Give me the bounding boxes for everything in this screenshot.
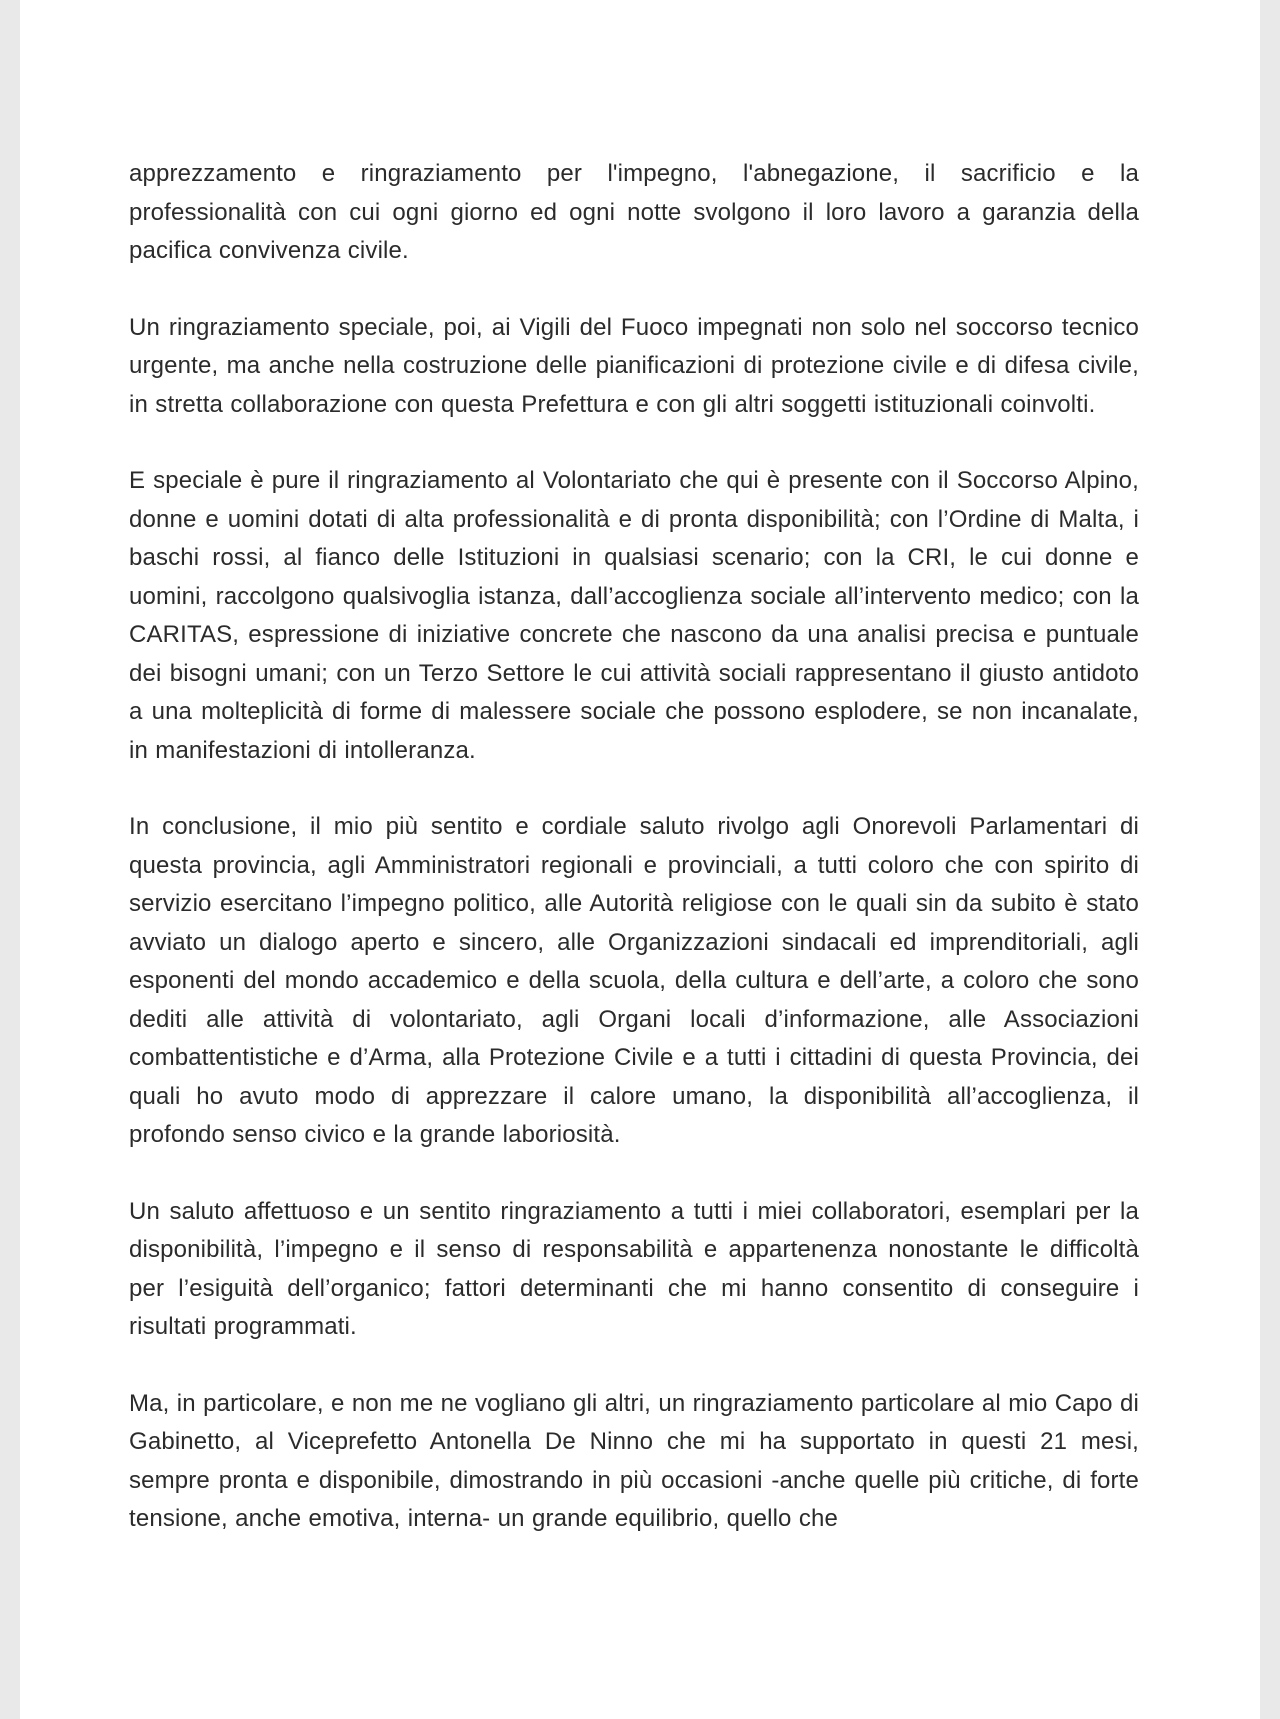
paragraph-3: E speciale è pure il ringraziamento al Volontariato che qui è presente con il Soccorso Alpino, donne e uomini dotati di alta professionalità e di pronta disponibilità; con l’Ordine di Malta, i baschi rossi, al fianco delle Istituzioni in qualsiasi scenario; con la CRI, le cui donne e uomini, raccolgono qualsivoglia istanza, dall’accoglienza sociale all’intervento medico; con la CARITAS, espressione di iniziative concrete che nascono da una analisi precisa e puntuale dei bisogni umani; con un Terzo Settore le cui attività sociali rappresentano il giusto antidoto a una molteplicità di forme di malessere sociale che possono esplodere, se non incanalate, in manifestazioni di intolleranza. (129, 467, 1139, 764)
paragraph-1: apprezzamento e ringraziamento per l'impegno, l'abnegazione, il sacrificio e la professionalità con cui ogni giorno ed ogni notte svolgono il loro lavoro a garanzia della pacifica convivenza civile. (129, 160, 1139, 264)
document-body (129, 155, 1139, 1577)
paragraph-6: Ma, in particolare, e non me ne vogliano gli altri, un ringraziamento particolare al mio Capo di Gabinetto, al Viceprefetto Antonella De Ninno che mi ha supportato in questi 21 mesi, sempre pronta e disponibile, dimostrando in più occasioni -anche quelle più critiche, di forte tensione, anche emotiva, interna- un grande equilibrio, quello che (129, 1389, 1139, 1532)
document-page (20, 0, 1260, 1719)
paragraph-5: Un saluto affettuoso e un sentito ringraziamento a tutti i miei collaboratori, esemplari per la disponibilità, l’impegno e il senso di responsabilità e appartenenza nonostante le difficoltà per l’esiguità dell’organico; fattori determinanti che mi hanno consentito di conseguire i risultati programmati. (129, 1197, 1139, 1340)
paragraph-2: Un ringraziamento speciale, poi, ai Vigili del Fuoco impegnati non solo nel soccorso tecnico urgente, ma anche nella costruzione delle pianificazioni di protezione civile e di difesa civile, in stretta collaborazione con questa Prefettura e con gli altri soggetti istituzionali coinvolti. (129, 313, 1139, 418)
paragraph-4: In conclusione, il mio più sentito e cordiale saluto rivolgo agli Onorevoli Parlamentari di questa provincia, agli Amministratori regionali e provinciali, a tutti coloro che con spirito di servizio esercitano l’impegno politico, alle Autorità religiose con le quali sin da subito è stato avviato un dialogo aperto e sincero, alle Organizzazioni sindacali ed imprenditoriali, agli esponenti del mondo accademico e della scuola, della cultura e dell’arte, a coloro che sono dediti alle attività di volontariato, agli Organi locali d’informazione, alle Associazioni combattentistiche e d’Arma, alla Protezione Civile e a tutti i cittadini di questa Provincia, dei quali ho avuto modo di apprezzare il calore umano, la disponibilità all’accoglienza, il profondo senso civico e la grande laboriosità. (129, 813, 1139, 1148)
